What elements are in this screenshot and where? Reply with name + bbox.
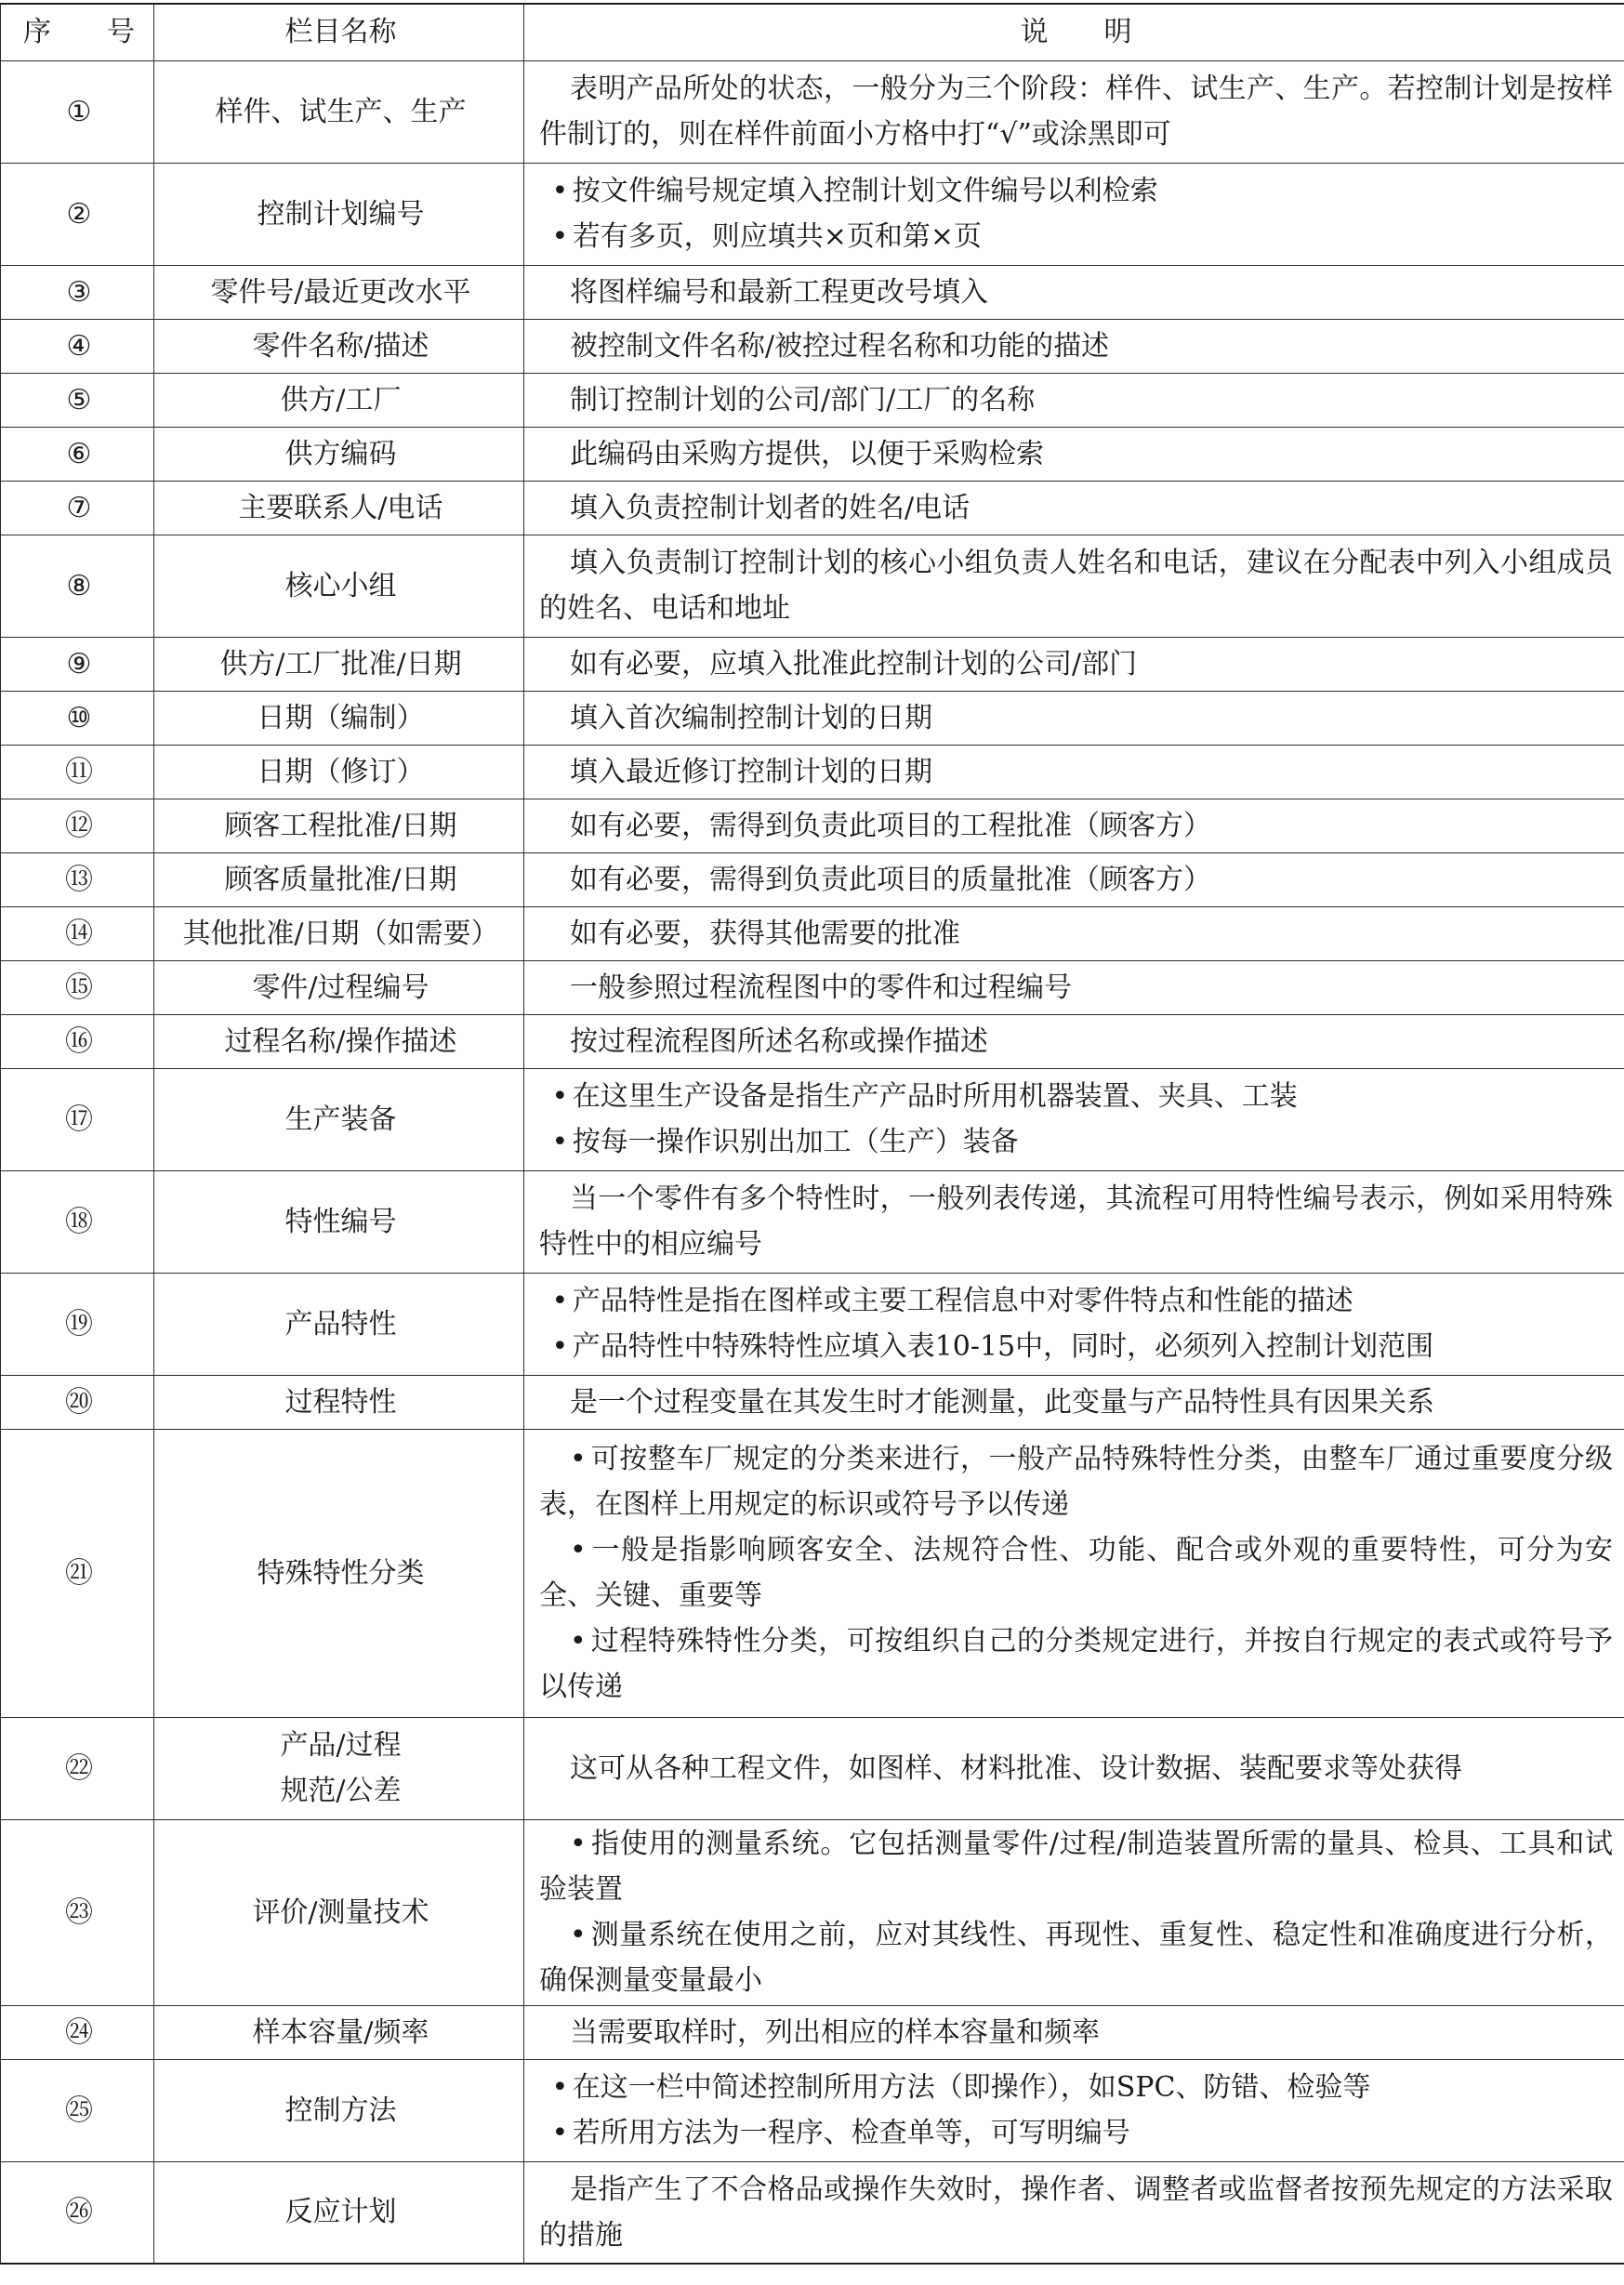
field-name-line: 其他批准/日期（如需要）: [182, 917, 499, 950]
row-number: ⑥: [1, 427, 154, 481]
field-description: [524, 1014, 1624, 1068]
field-name-line: 特性编号: [284, 1205, 397, 1238]
table-row: [1, 163, 1624, 265]
row-number: ⑬: [1, 852, 154, 906]
field-name-line: 控制计划编号: [257, 197, 425, 231]
field-name: [154, 691, 524, 745]
description-paragraph: 按过程流程图所述名称或操作描述: [570, 1024, 988, 1058]
description-paragraph: 如有必要，获得其他需要的批准: [570, 917, 960, 950]
description-bullet: • 按每一操作识别出加工（生产）装备: [539, 1119, 1613, 1165]
field-description: [524, 906, 1624, 960]
field-name-line: 过程特性: [284, 1385, 397, 1419]
description-bullet: • 按文件编号规定填入控制计划文件编号以利检索: [539, 168, 1613, 214]
field-description: [524, 852, 1624, 906]
field-name-line: 供方/工厂: [280, 383, 402, 416]
table-row: [1, 1014, 1624, 1068]
description-paragraph: 表明产品所处的状态，一般分为三个阶段：样件、试生产、生产。若控制计划是按样件制订的，则在样件前面小方格中打“√”或涂黑即可: [539, 73, 1613, 151]
description-bullet: • 过程特殊特性分类，可按组织自己的分类规定进行，并按自行规定的表式或符号予以传递: [539, 1618, 1613, 1710]
field-name-line: 样件、试生产、生产: [215, 95, 467, 128]
table-row: [1, 960, 1624, 1014]
field-name: [154, 2059, 524, 2161]
field-name-line: 生产装备: [284, 1103, 397, 1136]
field-name-line: 供方编码: [284, 437, 397, 470]
field-name-line: 顾客质量批准/日期: [224, 863, 457, 896]
description-bullet: • 一般是指影响顾客安全、法规符合性、功能、配合或外观的重要特性，可分为安全、关键、重要等: [539, 1527, 1613, 1618]
field-description: [524, 1068, 1624, 1170]
field-name: [154, 163, 524, 265]
row-number: ⑪: [1, 745, 154, 799]
field-description: [524, 1170, 1624, 1273]
table-body: [1, 60, 1624, 2264]
field-name: [154, 427, 524, 481]
field-name-line: 评价/测量技术: [252, 1895, 429, 1929]
table-row: [1, 691, 1624, 745]
field-name-line: 特殊特性分类: [257, 1556, 425, 1590]
row-number: ⑭: [1, 906, 154, 960]
table-row: [1, 1375, 1624, 1429]
field-description: [524, 745, 1624, 799]
table-row: [1, 1717, 1624, 1819]
field-name-line: 顾客工程批准/日期: [224, 809, 457, 842]
field-name-line: 样本容量/频率: [252, 2015, 429, 2049]
description-bullet: • 在这里生产设备是指生产产品时所用机器装置、夹具、工装: [539, 1074, 1613, 1119]
field-name: [154, 1014, 524, 1068]
field-name-line: 供方/工厂批准/日期: [219, 647, 462, 680]
field-description: [524, 535, 1624, 637]
table-row: [1, 1273, 1624, 1375]
table-row: [1, 2161, 1624, 2264]
table-row: [1, 2059, 1624, 2161]
description-paragraph: 填入负责制订控制计划的核心小组负责人姓名和电话，建议在分配表中列入小组成员的姓名、电话和地址: [539, 547, 1613, 625]
row-number: ②: [1, 163, 154, 265]
row-number: ⑳: [1, 1375, 154, 1429]
field-name: [154, 1717, 524, 1819]
table-row: [1, 799, 1624, 852]
description-paragraph: 是一个过程变量在其发生时才能测量，此变量与产品特性具有因果关系: [570, 1385, 1434, 1419]
row-number: ④: [1, 319, 154, 373]
row-number: ⑩: [1, 691, 154, 745]
description-bullet: • 产品特性中特殊特性应填入表10-15中，同时，必须列入控制计划范围: [539, 1324, 1613, 1369]
row-number: ①: [1, 60, 154, 163]
field-name-line: 反应计划: [284, 2196, 397, 2229]
table-row: [1, 60, 1624, 163]
field-name-line: 日期（修订）: [257, 755, 425, 788]
row-number: ㉓: [1, 1819, 154, 2005]
row-number: ⑧: [1, 535, 154, 637]
table-row: [1, 319, 1624, 373]
field-name: [154, 906, 524, 960]
description-bullet: • 若有多页，则应填共×页和第×页: [539, 214, 1613, 259]
field-description: [524, 960, 1624, 1014]
row-number: ㉕: [1, 2059, 154, 2161]
row-number: ③: [1, 265, 154, 319]
row-number: ⑯: [1, 1014, 154, 1068]
field-name: [154, 265, 524, 319]
field-description: [524, 1819, 1624, 2005]
field-description: [524, 799, 1624, 852]
description-paragraph: 制订控制计划的公司/部门/工厂的名称: [570, 383, 1036, 416]
row-number: ⑦: [1, 481, 154, 535]
row-number: ⑨: [1, 637, 154, 691]
field-description: [524, 691, 1624, 745]
field-name-line: 零件/过程编号: [252, 971, 429, 1004]
field-name: [154, 60, 524, 163]
header-desc: 说 明: [524, 4, 1624, 60]
field-name: [154, 1170, 524, 1273]
row-number: ⑱: [1, 1170, 154, 1273]
header-no: 序 号: [1, 4, 154, 60]
table-row: [1, 265, 1624, 319]
table-row: [1, 1429, 1624, 1717]
table-row: [1, 535, 1624, 637]
description-paragraph: 填入首次编制控制计划的日期: [570, 701, 932, 734]
control-plan-table: [0, 3, 1624, 2265]
description-paragraph: 此编码由采购方提供，以便于采购检索: [570, 437, 1044, 470]
table-row: [1, 427, 1624, 481]
table-row: [1, 1819, 1624, 2005]
description-bullet: • 可按整车厂规定的分类来进行，一般产品特殊特性分类，由整车厂通过重要度分级表，在图样上用规定的标识或符号予以传递: [539, 1436, 1613, 1527]
field-name: [154, 2161, 524, 2264]
field-name-line: 主要联系人/电话: [238, 491, 443, 524]
field-name: [154, 481, 524, 535]
field-name-line: 日期（编制）: [257, 701, 425, 734]
field-name-line: 过程名称/操作描述: [224, 1024, 457, 1058]
header-row: [1, 4, 1624, 60]
description-paragraph: 如有必要，应填入批准此控制计划的公司/部门: [570, 647, 1138, 680]
table-row: [1, 373, 1624, 427]
row-number: ⑫: [1, 799, 154, 852]
description-bullet: • 产品特性是指在图样或主要工程信息中对零件特点和性能的描述: [539, 1278, 1613, 1324]
field-name-line: 核心小组: [284, 569, 397, 602]
row-number: ⑤: [1, 373, 154, 427]
field-name: [154, 637, 524, 691]
field-description: [524, 1717, 1624, 1819]
field-name-line: 控制方法: [284, 2093, 397, 2127]
field-name: [154, 1429, 524, 1717]
description-paragraph: 将图样编号和最新工程更改号填入: [570, 275, 988, 309]
table-row: [1, 2005, 1624, 2059]
field-description: [524, 1429, 1624, 1717]
field-description: [524, 2005, 1624, 2059]
field-description: [524, 319, 1624, 373]
field-description: [524, 427, 1624, 481]
field-name: [154, 373, 524, 427]
field-name: [154, 745, 524, 799]
field-name: [154, 799, 524, 852]
field-description: [524, 637, 1624, 691]
description-bullet: • 测量系统在使用之前，应对其线性、再现性、重复性、稳定性和准确度进行分析，确保测量变量最小: [539, 1912, 1613, 2003]
field-description: [524, 2161, 1624, 2264]
row-number: ㉖: [1, 2161, 154, 2264]
field-name: [154, 1819, 524, 2005]
row-number: ㉒: [1, 1717, 154, 1819]
field-description: [524, 1375, 1624, 1429]
description-bullet: • 在这一栏中简述控制所用方法（即操作），如SPC、防错、检验等: [539, 2065, 1613, 2110]
field-name-line: 零件号/最近更改水平: [210, 275, 471, 309]
field-name: [154, 1375, 524, 1429]
field-description: [524, 2059, 1624, 2161]
row-number: ㉔: [1, 2005, 154, 2059]
row-number: ㉑: [1, 1429, 154, 1717]
description-paragraph: 如有必要，需得到负责此项目的质量批准（顾客方）: [570, 863, 1211, 896]
description-paragraph: 填入最近修订控制计划的日期: [570, 755, 932, 788]
table-row: [1, 745, 1624, 799]
field-name-line: 零件名称/描述: [252, 329, 429, 363]
field-name: [154, 319, 524, 373]
field-name: [154, 852, 524, 906]
field-name-line: 规范/公差: [280, 1775, 402, 1807]
field-name: [154, 2005, 524, 2059]
field-name: [154, 1068, 524, 1170]
table-row: [1, 906, 1624, 960]
row-number: ⑲: [1, 1273, 154, 1375]
field-name-line: 产品特性: [284, 1307, 397, 1341]
description-paragraph: 是指产生了不合格品或操作失效时，操作者、调整者或监督者按预先规定的方法采取的措施: [539, 2173, 1613, 2252]
field-description: [524, 481, 1624, 535]
field-name: [154, 960, 524, 1014]
description-paragraph: 填入负责控制计划者的姓名/电话: [570, 491, 970, 524]
table-row: [1, 481, 1624, 535]
description-paragraph: 如有必要，需得到负责此项目的工程批准（顾客方）: [570, 809, 1211, 842]
field-name: [154, 1273, 524, 1375]
table-row: [1, 637, 1624, 691]
description-paragraph: 被控制文件名称/被控过程名称和功能的描述: [570, 329, 1110, 363]
table-row: [1, 1068, 1624, 1170]
row-number: ⑮: [1, 960, 154, 1014]
description-paragraph: 这可从各种工程文件，如图样、材料批准、设计数据、装配要求等处获得: [570, 1751, 1462, 1785]
description-paragraph: 当一个零件有多个特性时，一般列表传递，其流程可用特性编号表示，例如采用特殊特性中的相应编号: [539, 1182, 1613, 1261]
header-name: 栏目名称: [154, 4, 524, 60]
description-bullet: • 指使用的测量系统。它包括测量零件/过程/制造装置所需的量具、检具、工具和试验装置: [539, 1821, 1613, 1912]
field-description: [524, 163, 1624, 265]
field-name: [154, 535, 524, 637]
field-description: [524, 265, 1624, 319]
field-description: [524, 373, 1624, 427]
table-row: [1, 852, 1624, 906]
field-description: [524, 1273, 1624, 1375]
row-number: ⑰: [1, 1068, 154, 1170]
description-paragraph: 当需要取样时，列出相应的样本容量和频率: [570, 2015, 1100, 2049]
description-bullet: • 若所用方法为一程序、检查单等，可写明编号: [539, 2110, 1613, 2156]
table-row: [1, 1170, 1624, 1273]
description-paragraph: 一般参照过程流程图中的零件和过程编号: [570, 971, 1072, 1004]
field-name-line: 产品/过程: [280, 1729, 402, 1762]
field-description: [524, 60, 1624, 163]
